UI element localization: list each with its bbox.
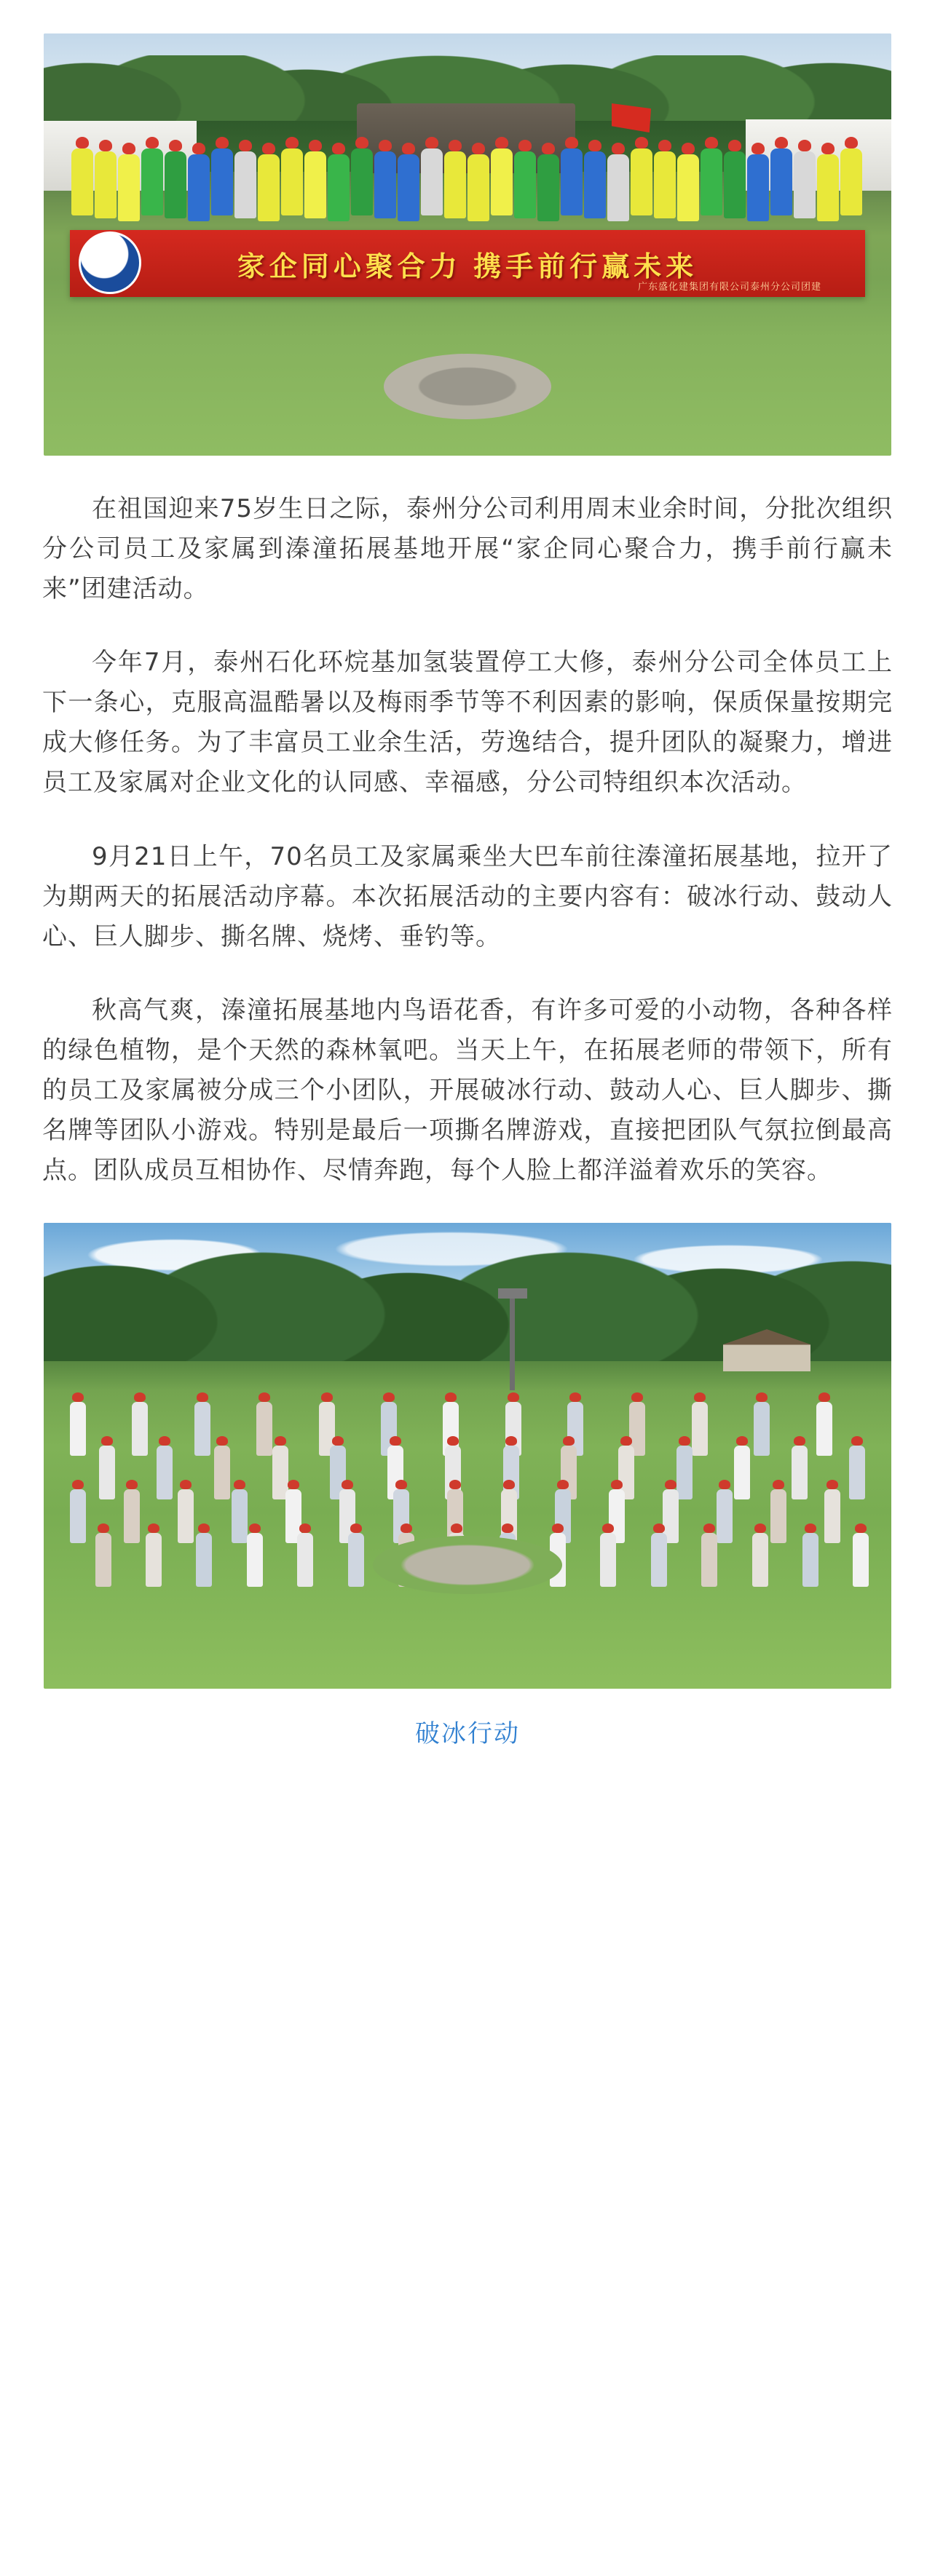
person-figure xyxy=(118,154,140,221)
person-figure xyxy=(792,1446,808,1499)
center-circle-ground xyxy=(373,1536,562,1594)
company-logo xyxy=(79,231,141,294)
person-figure xyxy=(297,1533,313,1587)
person-figure xyxy=(124,1489,140,1543)
person-figure xyxy=(95,151,117,218)
paragraph-1: 在祖国迎来75岁生日之际，泰州分公司利用周末业余时间，分批次组织分公司员工及家属到溱潼拓展基地开展“家企同心聚合力，携手前行赢未来”团建活动。 xyxy=(42,494,893,604)
person-figure xyxy=(165,151,186,218)
person-figure xyxy=(328,154,350,221)
article-body xyxy=(0,489,935,1191)
person-figure xyxy=(70,1489,86,1543)
person-figure xyxy=(752,1533,768,1587)
person-figure xyxy=(99,1446,115,1499)
paragraph-4: 秋高气爽，溱潼拓展基地内鸟语花香，有许多可爱的小动物，各种各样的绿色植物，是个天然的森林氧吧。当天上午，在拓展老师的带领下，所有的员工及家属被分成三个小团队，开展破冰行动、鼓动人心、巨人脚步、撕名牌等团队小游戏。特别是最后一项撕名牌游戏，直接把团队气氛拉倒最高点。团队成员互相协作、尽情奔跑，每个人脸上都洋溢着欢乐的笑容。 xyxy=(42,995,893,1186)
ice-breaking-activity-photo xyxy=(44,1223,891,1689)
person-figure xyxy=(398,154,419,221)
person-figure xyxy=(654,151,676,218)
person-figure xyxy=(754,1402,770,1456)
person-figure xyxy=(468,154,489,221)
person-figure xyxy=(351,148,373,215)
person-figure xyxy=(258,154,280,221)
person-figure xyxy=(734,1446,750,1499)
person-figure xyxy=(141,148,163,215)
person-figure xyxy=(840,148,862,215)
event-banner xyxy=(70,230,865,297)
person-figure xyxy=(701,1533,717,1587)
person-figure xyxy=(421,148,443,215)
person-figure xyxy=(607,154,629,221)
person-figure xyxy=(304,151,326,218)
person-figure xyxy=(849,1446,865,1499)
person-figure xyxy=(444,151,466,218)
person-figure xyxy=(491,148,513,215)
photo-caption: 破冰行动 xyxy=(415,1719,520,1749)
person-figure xyxy=(196,1533,212,1587)
person-figure xyxy=(132,1402,148,1456)
person-figure xyxy=(281,148,303,215)
person-figure xyxy=(676,1446,693,1499)
person-figure xyxy=(651,1533,667,1587)
person-figure xyxy=(514,151,536,218)
paragraph-3: 9月21日上午，70名员工及家属乘坐大巴车前往溱潼拓展基地，拉开了为期两天的拓展活动序幕。本次拓展活动的主要内容有：破冰行动、鼓动人心、巨人脚步、撕名牌、烧烤、垂钓等。 xyxy=(42,841,893,951)
article-page xyxy=(0,33,935,1778)
person-figure xyxy=(256,1402,272,1456)
person-figure xyxy=(794,151,816,218)
person-figure xyxy=(247,1533,263,1587)
person-figure xyxy=(853,1533,869,1587)
person-figure xyxy=(816,1402,832,1456)
person-figure xyxy=(631,148,652,215)
person-figure xyxy=(70,1402,86,1456)
stone-fire-pit xyxy=(384,354,551,419)
light-pole xyxy=(510,1296,515,1390)
person-figure xyxy=(146,1533,162,1587)
person-figure xyxy=(214,1446,230,1499)
person-figure xyxy=(824,1489,840,1543)
person-figure xyxy=(188,154,210,221)
person-figure xyxy=(817,154,839,221)
person-figure xyxy=(157,1446,173,1499)
person-figure xyxy=(701,148,722,215)
person-figure xyxy=(600,1533,616,1587)
person-figure xyxy=(802,1533,818,1587)
person-figure xyxy=(234,151,256,218)
person-figure xyxy=(770,1489,786,1543)
paragraph-2: 今年7月，泰州石化环烷基加氢装置停工大修，泰州分公司全体员工上下一条心，克服高温酷暑以及梅雨季节等不利因素的影响，保质保量按期完成大修任务。为了丰富员工业余生活，劳逸结合，提升团队的凝聚力，增进员工及家属对企业文化的认同感、幸福感，分公司特组织本次活动。 xyxy=(42,648,893,798)
event-banner-text: 家企同心聚合力 携手前行赢未来 xyxy=(237,251,698,282)
person-figure xyxy=(584,151,606,218)
person-figure xyxy=(178,1489,194,1543)
person-figure xyxy=(770,148,792,215)
person-figure xyxy=(374,151,396,218)
person-figure xyxy=(95,1533,111,1587)
event-banner-subtext: 广东盛化建集团有限公司泰州分公司团建 xyxy=(637,281,821,292)
person-figure xyxy=(194,1402,210,1456)
person-figure xyxy=(211,148,233,215)
person-figure xyxy=(537,154,559,221)
person-figure xyxy=(561,148,583,215)
person-figure xyxy=(71,148,93,215)
person-figure xyxy=(747,154,769,221)
person-figure xyxy=(717,1489,733,1543)
person-figure xyxy=(724,151,746,218)
team-group-photo xyxy=(44,33,891,456)
person-figure xyxy=(348,1533,364,1587)
person-figure xyxy=(692,1402,708,1456)
person-figure xyxy=(677,154,699,221)
person-figure xyxy=(232,1489,248,1543)
